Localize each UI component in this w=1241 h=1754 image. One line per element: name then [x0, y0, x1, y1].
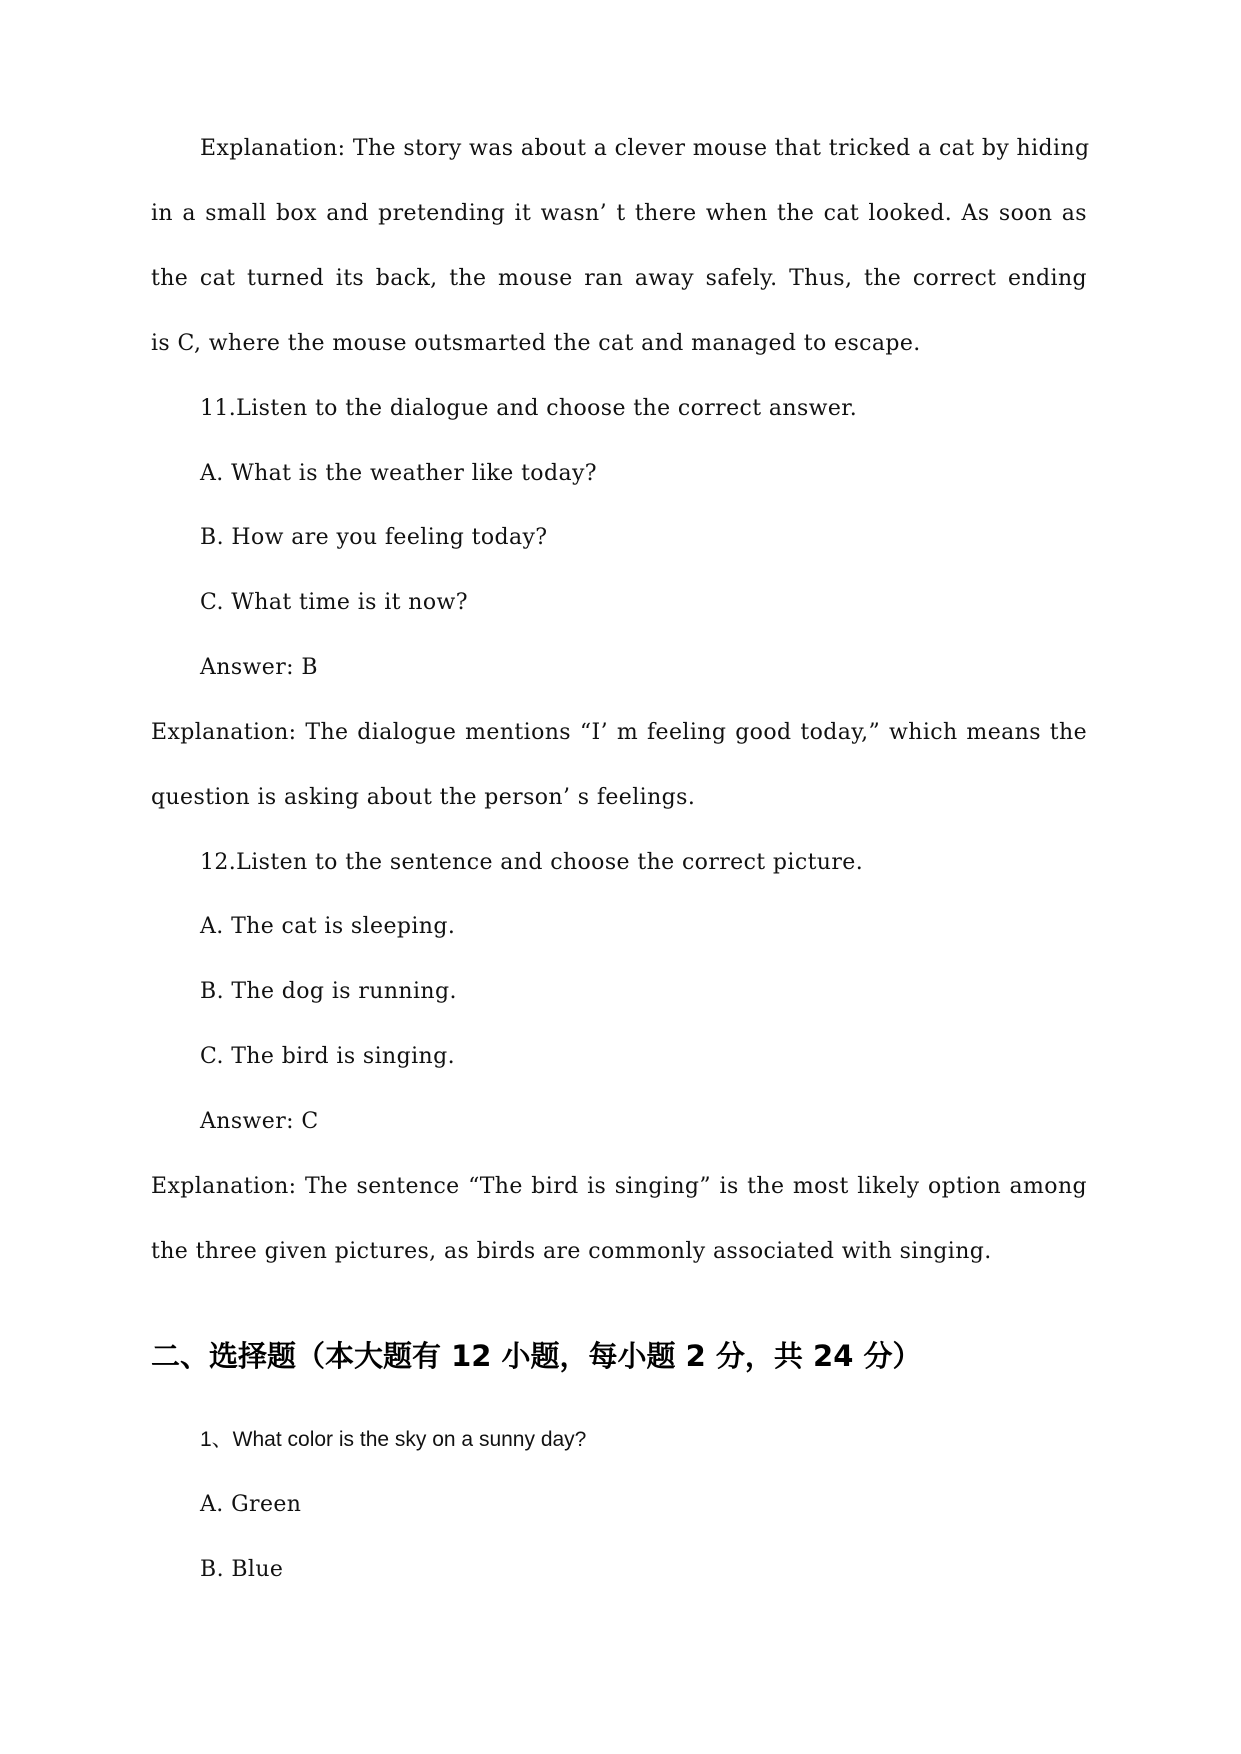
mc-q1-stem: 1、What color is the sky on a sunny day?	[200, 1428, 587, 1451]
q12-explanation-line-1: Explanation: The sentence “The bird is singing” is the most likely option among	[151, 1174, 1087, 1199]
q11-explanation-line-2: question is asking about the person’ s feelings.	[151, 785, 696, 810]
q11-stem: 11.Listen to the dialogue and choose the correct answer.	[200, 396, 858, 421]
story-explanation-line-3: the cat turned its back, the mouse ran away safely. Thus, the correct ending	[151, 266, 1087, 291]
q11-option-a: A. What is the weather like today?	[200, 461, 597, 486]
q12-stem: 12.Listen to the sentence and choose the correct picture.	[200, 850, 864, 875]
story-explanation-line-4: is C, where the mouse outsmarted the cat and managed to escape.	[151, 331, 921, 356]
section-heading: 二、选择题（本大题有 12 小题，每小题 2 分，共 24 分）	[151, 1339, 922, 1373]
story-explanation-line-1: Explanation: The story was about a clever mouse that tricked a cat by hiding	[200, 136, 1090, 161]
q12-option-c: C. The bird is singing.	[200, 1044, 455, 1069]
mc-q1-option-a: A. Green	[200, 1492, 302, 1517]
q11-option-c: C. What time is it now?	[200, 590, 468, 615]
mc-q1-option-b: B. Blue	[200, 1557, 284, 1582]
q12-explanation-line-2: the three given pictures, as birds are commonly associated with singing.	[151, 1239, 992, 1264]
q11-answer: Answer: B	[200, 655, 318, 680]
story-explanation-line-2: in a small box and pretending it wasn’ t there when the cat looked. As soon as	[151, 201, 1087, 226]
q12-answer: Answer: C	[200, 1109, 319, 1134]
q12-option-b: B. The dog is running.	[200, 979, 457, 1004]
q11-explanation-line-1: Explanation: The dialogue mentions “I’ m feeling good today,” which means the	[151, 720, 1087, 745]
q11-option-b: B. How are you feeling today?	[200, 525, 548, 550]
q12-option-a: A. The cat is sleeping.	[200, 914, 456, 939]
